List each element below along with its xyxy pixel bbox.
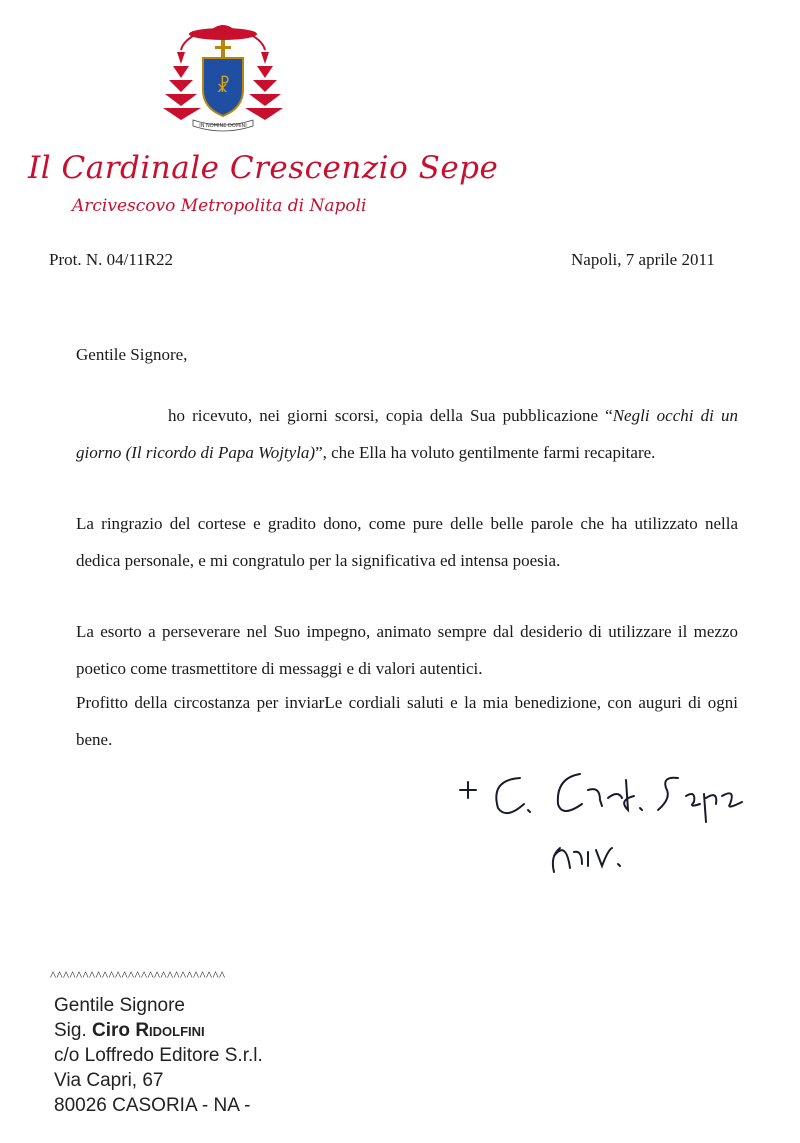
- svg-text:☧: ☧: [215, 76, 231, 97]
- paragraph-1-before: ho ricevuto, nei giorni scorsi, copia della Sua pubblicazione “: [168, 406, 613, 425]
- salutation: Gentile Signore,: [76, 345, 188, 364]
- address-recipient: [54, 1020, 205, 1042]
- address-line-3: c/o Loffredo Editore S.r.l.: [54, 1045, 263, 1066]
- address-city: 80026 CASORIA - NA -: [54, 1095, 251, 1116]
- paragraph-4: Profitto della circostanza per inviarLe cordiali saluti e la mia benedizione, con auguri di ogni bene.: [76, 693, 738, 749]
- address-street: Via Capri, 67: [54, 1070, 164, 1091]
- letter-date: Napoli, 7 aprile 2011: [571, 250, 715, 269]
- paragraph-2: La ringrazio del cortese e gradito dono, come pure delle belle parole che ha utilizzato nella dedica personale, e mi congratulo per la significativa ed intensa poesia.: [76, 514, 738, 570]
- protocol-number: Prot. N. 04/11R22: [49, 250, 174, 269]
- paragraph-1-after: ”, che Ella ha voluto gentilmente farmi recapitare.: [315, 443, 656, 462]
- letterhead-title: Arcivescovo Metropolita di Napoli: [72, 196, 367, 216]
- separator-line: ^^^^^^^^^^^^^^^^^^^^^^^^^^^: [50, 968, 226, 983]
- address-line-1: Gentile Signore: [54, 995, 185, 1016]
- publication-title: Negli occhi di un giorno (Il ricordo di Papa Wojtyla): [76, 406, 738, 462]
- coat-of-arms: [163, 20, 283, 138]
- svg-text:IN NOMINE DOMINI: IN NOMINE DOMINI: [199, 123, 247, 129]
- recipient-last-name: Ridolfini: [135, 1020, 205, 1041]
- coat-of-arms-graphic: [163, 20, 283, 138]
- recipient-prefix: Sig.: [54, 1020, 93, 1041]
- handwritten-signature: [450, 760, 750, 890]
- paragraph-3: La esorto a perseverare nel Suo impegno, animato sempre dal desiderio di utilizzare il mezzo poetico come trasmettitore di messaggi e di valori autentici.: [76, 622, 738, 678]
- recipient-first-name: Ciro: [92, 1020, 131, 1041]
- letterhead-name: Il Cardinale Crescenzio Sepe: [28, 150, 499, 186]
- signature-graphic: [450, 760, 750, 890]
- paragraph-1: [76, 397, 738, 471]
